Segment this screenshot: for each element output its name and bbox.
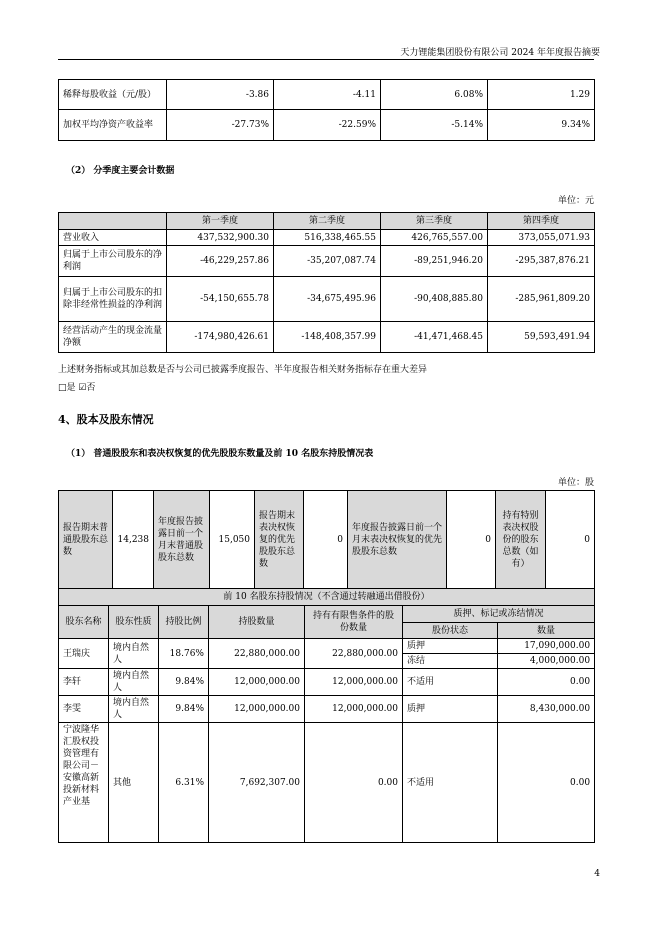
holder-restricted: 12,000,000.00 (305, 696, 403, 723)
holder-qty: 12,000,000.00 (209, 669, 305, 696)
cell-value: -41,471,468.45 (381, 322, 488, 353)
holder-count: 8,430,000.00 (498, 696, 595, 723)
summary-value: 15,050 (210, 491, 255, 589)
holder-name: 李轩 (59, 669, 109, 696)
cell-value: 373,055,071.93 (488, 230, 595, 246)
summary-label: 年度报告披露日前一个月末表决权恢复的优先股股东总数 (348, 491, 447, 589)
cell-value: 6.08% (381, 80, 488, 110)
cell-value: -35,207,087.74 (274, 246, 381, 277)
holder-nature: 境内自然人 (109, 639, 159, 669)
column-header: 质押、标记或冻结情况 (403, 606, 595, 623)
table-row (59, 110, 595, 141)
cell-value: -4.11 (274, 80, 381, 110)
financial-indicators-table (58, 79, 595, 141)
summary-label: 报告期末表决权恢复的优先股股东总数 (255, 491, 304, 589)
cell-value: 1.29 (488, 80, 595, 110)
holder-count: 17,090,000.00 (498, 639, 595, 654)
table-row (59, 669, 595, 696)
holder-name: 王瑞庆 (59, 639, 109, 669)
column-header: 数量 (498, 623, 595, 639)
table-caption-row (59, 589, 595, 606)
page-header: 天力锂能集团股份有限公司 2024 年年度报告摘要 (400, 48, 600, 58)
holder-ratio: 9.84% (159, 669, 209, 696)
holder-count: 0.00 (498, 669, 595, 696)
summary-label: 年度报告披露日前一个月末普通股股东总数 (154, 491, 210, 589)
header-rule (58, 59, 594, 60)
column-header: 第二季度 (274, 213, 381, 230)
unit-label: 单位：股 (557, 478, 594, 488)
discrepancy-note: 上述财务指标或其加总数是否与公司已披露季度报告、半年度报告相关财务指标存在重大差异 (58, 365, 428, 375)
cell-value: 9.34% (488, 110, 595, 141)
holder-name: 李雯 (59, 696, 109, 723)
holder-ratio: 18.76% (159, 639, 209, 669)
cell-value: -34,675,495.96 (274, 277, 381, 322)
table-row (59, 696, 595, 723)
holder-ratio: 9.84% (159, 696, 209, 723)
column-header: 第四季度 (488, 213, 595, 230)
cell-value: -54,150,655.78 (167, 277, 274, 322)
top10-shareholders-table (58, 588, 595, 843)
cell-value: 516,338,465.55 (274, 230, 381, 246)
column-header: 第一季度 (167, 213, 274, 230)
holder-qty: 12,000,000.00 (209, 696, 305, 723)
holder-qty: 22,880,000.00 (209, 639, 305, 669)
table-row (59, 277, 595, 322)
column-header: 持股比例 (159, 606, 209, 639)
summary-value: 0 (447, 491, 496, 589)
holder-count: 0.00 (498, 723, 595, 843)
table-caption: 前 10 名股东持股情况（不含通过转融通出借股份） (59, 589, 595, 606)
holder-status: 质押 (403, 696, 498, 723)
row-label: 经营活动产生的现金流量净额 (59, 322, 167, 353)
discrepancy-checkbox: □是 ☑否 (58, 383, 96, 393)
section-quarterly-title: （2） 分季度主要会计数据 (66, 166, 175, 176)
holder-status: 质押 (403, 639, 498, 654)
section-top10-title: （1） 普通股股东和表决权恢复的优先股股东数量及前 10 名股东持股情况表 (66, 449, 374, 459)
holder-name: 宁波隆华汇股权投资管理有限公司－安徽高新投新材料产业基 (59, 723, 109, 843)
table-row (59, 639, 595, 654)
column-header: 股份状态 (403, 623, 498, 639)
cell-value: -22.59% (274, 110, 381, 141)
shareholder-summary-table (58, 490, 595, 589)
summary-label: 持有特别表决权股份的股东总数（如有） (496, 491, 546, 589)
column-header: 持股数量 (209, 606, 305, 639)
column-header: 持有有限售条件的股份数量 (305, 606, 403, 639)
holder-restricted: 0.00 (305, 723, 403, 843)
column-header (59, 213, 167, 230)
column-header: 股东性质 (109, 606, 159, 639)
row-label: 归属于上市公司股东的净利润 (59, 246, 167, 277)
table-row (59, 723, 595, 843)
table-row (59, 322, 595, 353)
holder-qty: 7,692,307.00 (209, 723, 305, 843)
cell-value: 59,593,491.94 (488, 322, 595, 353)
holder-ratio: 6.31% (159, 723, 209, 843)
summary-label: 报告期末普通股股东总数 (59, 491, 113, 589)
holder-nature: 其他 (109, 723, 159, 843)
column-header: 第三季度 (381, 213, 488, 230)
summary-value: 0 (304, 491, 348, 589)
cell-value: 426,765,557.00 (381, 230, 488, 246)
holder-restricted: 12,000,000.00 (305, 669, 403, 696)
summary-value: 14,238 (113, 491, 154, 589)
row-label: 加权平均净资产收益率 (59, 110, 167, 141)
summary-value: 0 (546, 491, 595, 589)
holder-nature: 境内自然人 (109, 696, 159, 723)
cell-value: -174,980,426.61 (167, 322, 274, 353)
cell-value: -27.73% (167, 110, 274, 141)
cell-value: -5.14% (381, 110, 488, 141)
holder-status: 冻结 (403, 654, 498, 669)
holder-restricted: 22,880,000.00 (305, 639, 403, 669)
table-header-row (59, 606, 595, 623)
cell-value: -295,387,876.21 (488, 246, 595, 277)
cell-value: -90,408,885.80 (381, 277, 488, 322)
holder-count: 4,000,000.00 (498, 654, 595, 669)
table-row (59, 491, 595, 589)
table-row (59, 230, 595, 246)
holder-nature: 境内自然人 (109, 669, 159, 696)
column-header: 股东名称 (59, 606, 109, 639)
page-number: 4 (594, 869, 600, 879)
section-shareholders-title: 4、股本及股东情况 (58, 413, 154, 426)
holder-status: 不适用 (403, 723, 498, 843)
cell-value: -89,251,946.20 (381, 246, 488, 277)
quarterly-table (58, 212, 595, 353)
table-header-row (59, 213, 595, 230)
table-row (59, 246, 595, 277)
holder-status: 不适用 (403, 669, 498, 696)
cell-value: -148,408,357.99 (274, 322, 381, 353)
table-row (59, 80, 595, 110)
cell-value: -285,961,809.20 (488, 277, 595, 322)
cell-value: 437,532,900.30 (167, 230, 274, 246)
row-label: 营业收入 (59, 230, 167, 246)
row-label: 稀释每股收益（元/股） (59, 80, 167, 110)
row-label: 归属于上市公司股东的扣除非经常性损益的净利润 (59, 277, 167, 322)
cell-value: -3.86 (167, 80, 274, 110)
cell-value: -46,229,257.86 (167, 246, 274, 277)
unit-label: 单位：元 (557, 196, 594, 206)
